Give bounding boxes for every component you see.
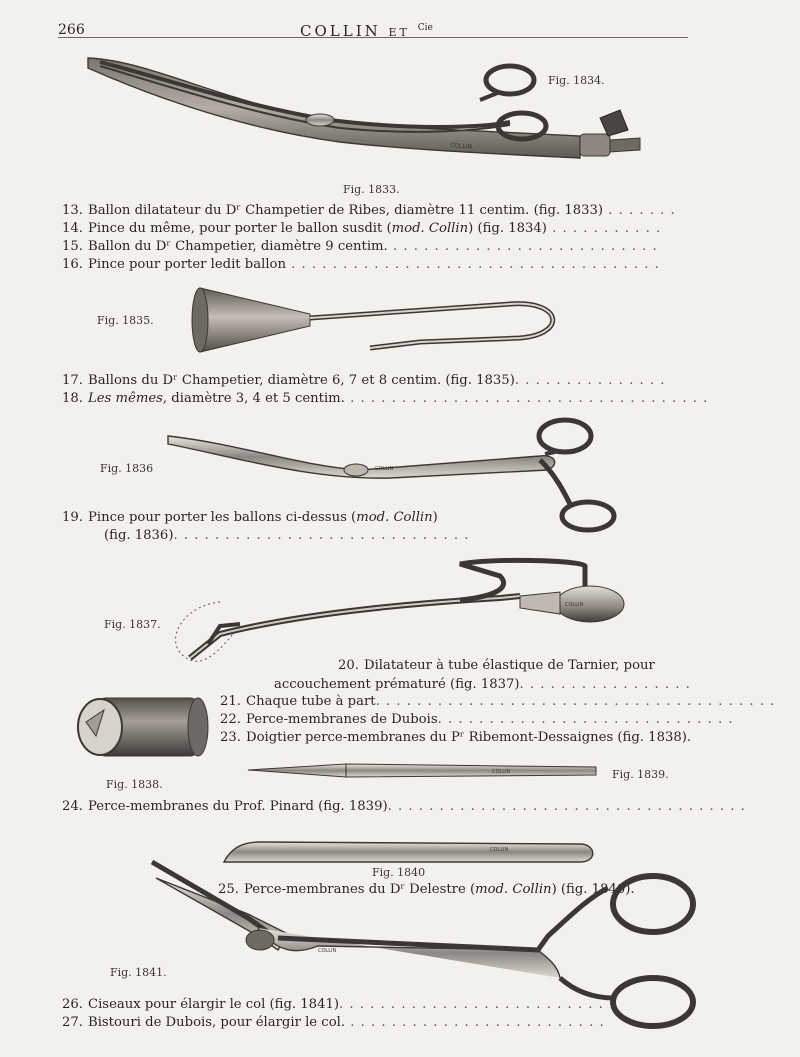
leader-dots: . . . . . . . . . . . . . . .	[514, 373, 666, 388]
fig-1839-caption: Fig. 1839.	[612, 768, 669, 781]
item-number: 20.	[338, 658, 359, 673]
item-text: Pince pour porter ledit ballon	[88, 257, 286, 272]
item-text: Perce-membranes de Dubois	[246, 712, 438, 727]
publisher-cie: Cie	[417, 23, 433, 33]
fig-1835-caption: Fig. 1835.	[97, 314, 154, 327]
finger-cot-illustration	[74, 692, 214, 762]
item-number: 14.	[62, 221, 83, 236]
list-item-22	[220, 711, 734, 729]
item-text: Ballon dilatateur du Dʳ Champetier de Ribes, diamètre 11 centim. (fig. 1833)	[88, 203, 604, 218]
item-text: Doigtier perce-membranes du Pʳ Ribemont-Dessaignes (fig. 1838).	[246, 730, 692, 745]
collin-engraving: COLLIN	[565, 602, 584, 608]
leader-dots: . . . . . . . . . . . . . . . . . . . . . . . . . .	[387, 239, 658, 254]
item-number: 13.	[62, 203, 83, 218]
list-item-19	[62, 509, 438, 527]
leader-dots: . . . . . . . . . . . . . . . . . . . . . . . . . . . . . . . . . . . . . . .	[375, 694, 776, 709]
list-item-14	[62, 220, 661, 238]
fig-1840-caption: Fig. 1840	[372, 866, 426, 879]
list-item-23	[220, 729, 691, 747]
leader-dots: . . . . . . . . . . . . . . . . . . . . . . . . . . . . .	[173, 528, 470, 543]
header-rule	[58, 37, 688, 38]
leader-dots: . . . . . . . . . . . . . . . . . . . . . . . . . . . . . . . . . . .	[344, 391, 709, 406]
list-item-26	[62, 996, 604, 1014]
collin-engraving: COLLIN	[318, 948, 337, 954]
item-model: mod. Collin	[391, 221, 469, 236]
item-text: Pince du même, pour porter le ballon susdit (	[88, 221, 392, 236]
publisher-name: COLLIN	[300, 22, 381, 40]
item-number: 22.	[220, 712, 241, 727]
item-number: 16.	[62, 257, 83, 272]
item-number: 19.	[62, 510, 83, 525]
collin-engraving: COLLIN	[449, 142, 473, 151]
list-item-20	[338, 657, 655, 675]
collin-engraving: COLLIN	[492, 769, 511, 775]
item-text-end: ) (fig. 1834)	[468, 221, 547, 236]
item-text: accouchement prématuré (fig. 1837)	[274, 677, 520, 692]
item-text: Perce-membranes du Prof. Pinard (fig. 1839)	[88, 799, 388, 814]
leader-dots: . . . . . . .	[603, 203, 676, 218]
item-number: 17.	[62, 373, 83, 388]
leader-dots: . . . . . . . . . . . . . . . . . . . . . . . . . . . . .	[437, 712, 734, 727]
item-text: Ballon du Dʳ Champetier, diamètre 9 centim.	[88, 239, 388, 254]
list-item-18	[62, 390, 708, 408]
leader-dots: . . . . . . . . . . . . . . . . . . . . . . . . . .	[339, 997, 604, 1012]
leader-dots: . . . . . . . . . . . . . . . . .	[519, 677, 691, 692]
item-text-italic: Les mêmes	[88, 391, 163, 406]
item-text: Dilatateur à tube élastique de Tarnier, pour	[364, 658, 655, 673]
item-number: 25.	[218, 882, 239, 897]
item-number: 26.	[62, 997, 83, 1012]
fig-1834-caption: Fig. 1834.	[548, 74, 605, 87]
item-text-end: ) (fig. 1840).	[551, 882, 635, 897]
list-item-13	[62, 202, 676, 220]
item-number: 21.	[220, 694, 241, 709]
cone-balloon-illustration	[190, 282, 570, 362]
item-model: mod. Collin	[475, 882, 552, 897]
list-item-19-line2	[104, 527, 469, 545]
fig-1836-caption: Fig. 1836	[100, 462, 154, 475]
item-text: Pince pour porter les ballons ci-dessus (	[88, 510, 357, 525]
fig-1841-caption: Fig. 1841.	[110, 966, 167, 979]
list-item-16	[62, 256, 660, 274]
balloon-forceps-illustration	[80, 50, 680, 170]
list-item-17	[62, 372, 665, 390]
item-number: 23.	[220, 730, 241, 745]
list-item-15	[62, 238, 658, 256]
item-number: 15.	[62, 239, 83, 254]
list-item-20-line2	[274, 676, 691, 694]
leader-dots: . . . . . . . . . . . . . . . . . . . . . . . . .	[345, 1015, 605, 1030]
item-text: Bistouri de Dubois, pour élargir le col.	[88, 1015, 346, 1030]
fig-1833-caption: Fig. 1833.	[343, 183, 400, 196]
tarnier-dilator-illustration	[160, 556, 630, 672]
item-text: (fig. 1836)	[104, 528, 174, 543]
list-item-24	[62, 798, 746, 816]
item-text: Ballons du Dʳ Champetier, diamètre 6, 7 et 8 centim. (fig. 1835)	[88, 373, 515, 388]
item-number: 24.	[62, 799, 83, 814]
list-item-27	[62, 1014, 605, 1032]
item-text: Perce-membranes du Dʳ Delestre (	[244, 882, 476, 897]
leader-dots: . . . . . . . . . . .	[546, 221, 662, 236]
item-model: mod. Collin	[356, 510, 433, 525]
fig-1837-caption: Fig. 1837.	[104, 618, 161, 631]
item-text: , diamètre 3, 4 et 5 centim.	[162, 391, 345, 406]
item-number: 27.	[62, 1015, 83, 1030]
fig-1838-caption: Fig. 1838.	[106, 778, 163, 791]
collin-engraving: COLLIN	[490, 847, 509, 853]
item-text: Chaque tube à part	[246, 694, 376, 709]
item-text: Ciseaux pour élargir le col (fig. 1841)	[88, 997, 340, 1012]
pinard-perforator-illustration	[246, 760, 606, 782]
leader-dots: . . . . . . . . . . . . . . . . . . . . . . . . . . . . . . . . . . . .	[285, 257, 660, 272]
page-number: 266	[58, 22, 85, 38]
item-text-end: )	[432, 510, 438, 525]
publisher-et: ET	[388, 26, 410, 39]
item-number: 18.	[62, 391, 83, 406]
leader-dots: . . . . . . . . . . . . . . . . . . . . . . . . . . . . . . . . . . .	[387, 799, 746, 814]
list-item-21	[220, 693, 775, 711]
collin-engraving: COLLIN	[375, 466, 394, 472]
